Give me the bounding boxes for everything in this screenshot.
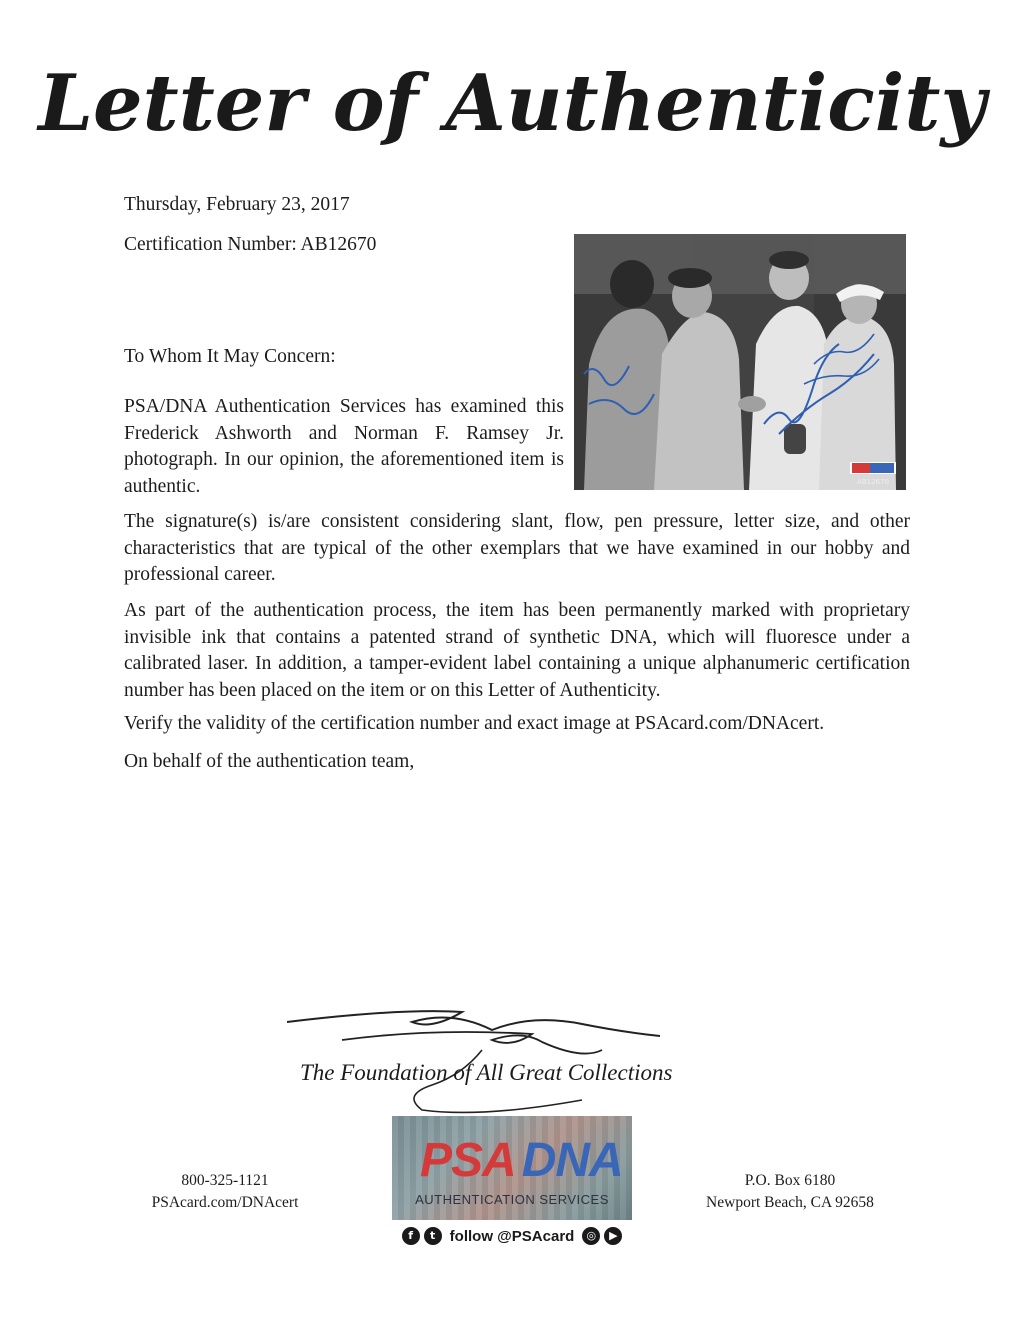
- footer-website[interactable]: PSAcard.com/DNAcert: [151, 1194, 299, 1211]
- foundation-tagline: The Foundation of All Great Collections: [300, 1060, 673, 1085]
- certification-number: Certification Number: AB12670: [124, 234, 377, 255]
- logo-subtitle: AUTHENTICATION SERVICES: [415, 1192, 609, 1207]
- psa-wordmark: PSA: [420, 1134, 516, 1187]
- letter-title: [0, 30, 1024, 180]
- verify-line: Verify the validity of the certification number and exact image at PSAcard.com/DNAcert.: [124, 713, 825, 734]
- dna-wordmark: DNA: [521, 1134, 623, 1187]
- footer-po-box: P.O. Box 6180: [744, 1172, 836, 1189]
- photo-cert-label: AB12670: [857, 478, 889, 486]
- follow-handle[interactable]: follow @PSAcard: [449, 1227, 575, 1245]
- footer-phone: 800-325-1121: [181, 1172, 269, 1189]
- footer-address: [690, 1170, 890, 1214]
- facebook-icon[interactable]: f: [402, 1227, 420, 1245]
- instagram-icon[interactable]: ◎: [582, 1227, 600, 1245]
- process-paragraph: As part of the authentication process, the item has been permanently marked with proprietary invisible ink that contains a patented strand of synthetic DNA, which will fluoresce under a calibrated laser. In addition, a tamper-evident label containing a unique alphanumeric certification number has been placed on the item or on this Letter of Authenticity.: [124, 600, 910, 701]
- footer-city: Newport Beach, CA 92658: [706, 1194, 874, 1211]
- signed-photograph: [574, 234, 906, 490]
- salutation: To Whom It May Concern:: [124, 346, 336, 367]
- letter-date: Thursday, February 23, 2017: [124, 194, 350, 215]
- letter-title-text: Letter of Authenticity: [38, 58, 986, 149]
- twitter-icon[interactable]: t: [424, 1227, 442, 1245]
- behalf-line: On behalf of the authentication team,: [124, 751, 415, 772]
- social-follow-row: [392, 1225, 632, 1247]
- psa-dna-logo: [392, 1116, 632, 1220]
- signature-paragraph: The signature(s) is/are consistent considering slant, flow, pen pressure, letter size, and other characteristics that are typical of the other exemplars that we have examined in our hobby and professional career.: [124, 511, 910, 585]
- youtube-icon[interactable]: ▶: [604, 1227, 622, 1245]
- footer-contact: [130, 1170, 320, 1214]
- intro-paragraph: PSA/DNA Authentication Services has examined this Frederick Ashworth and Norman F. Ramsey Jr. photograph. In our opinion, the aforementioned item is authentic.: [124, 396, 564, 497]
